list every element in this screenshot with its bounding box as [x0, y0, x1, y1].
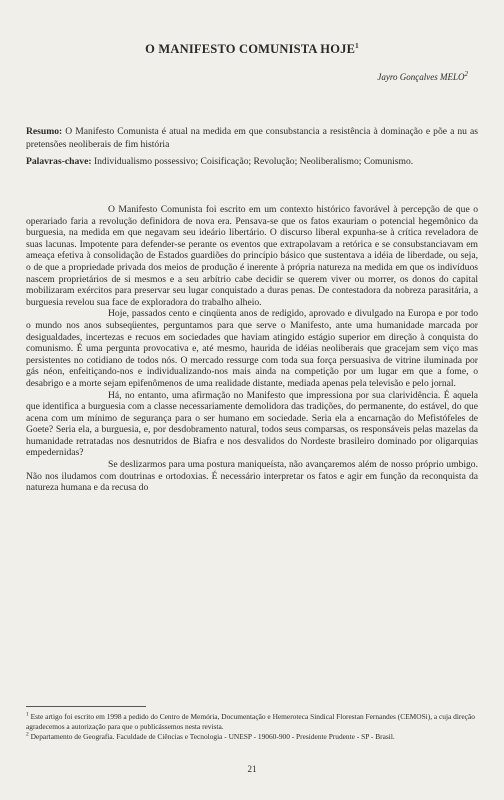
footnote — [26, 732, 478, 742]
body-paragraph: Há, no entanto, uma afirmação no Manifesto que impressiona por sua clarividência. É aquela que identifica a burguesia com a classe necessariamente demolidora das tradições, do permanente, do estável, do que acena com um mínimo de segurança para o ser humano em sociedade. Seria ela a encarnação do Mefistófeles de Goete? Seria ela, a burguesia, e, por desdobramento natural, todos seus comparsas, os responsáveis pelas mazelas da humanidade retratadas nos desnutridos de Biafra e nos desvalidos do Nordeste brasileiro dominado por oligarquias empedernidas? — [26, 389, 478, 459]
body-paragraph: Se deslizarmos para uma postura maniqueísta, não avançaremos além de nosso próprio umbigo. Não nos iludamos com doutrinas e ortodoxias. É necessário interpretar os fatos e agir em função da reconquista da natureza humana e da recusa do — [26, 459, 478, 494]
article-title — [0, 42, 504, 57]
title-text: O MANIFESTO COMUNISTA HOJE — [145, 42, 356, 56]
body-paragraph: O Manifesto Comunista foi escrito em um contexto histórico favorável à percepção de que o operariado faria a revolução definidora de nova era. Pensava-se que os fatos exauriam o potencial hegemônico da burguesia, na medida em que negavam seu ideário libertário. O discurso liberal expunha-se à crítica reveladora de suas lacunas. Impotente para defender-se perante os eventos que extrapolavam a retórica e se consubstanciavam em ameaça efetiva à consolidação de Estados guardiões do princípio básico que sustentava a idéia de liberdade, ou seja, o de que a propriedade privada dos meios de produção é inerente à própria natureza na medida em que os indivíduos nascem proprietários de si mesmos e a seu arbítrio cabe decidir se querem viver ou morrer, os donos do capital mobilizaram exércitos para preservar seu lugar conquistado a duras penas. De contestadora da nobreza parasitária, a burguesia revelou sua face de exploradora do trabalho alheio. — [26, 204, 478, 308]
keywords-label: Palavras-chave: — [26, 156, 92, 167]
resumo-text: O Manifesto Comunista é atual na medida em que consubstancia a resistência à dominação e põe a nu as pretensões neoliberais de fim história — [26, 126, 478, 150]
keywords-text: Individualismo possessivo; Coisificação; Revolução; Neoliberalismo; Comunismo. — [91, 156, 414, 167]
footnote-divider — [26, 706, 146, 707]
footnote-number: 2 — [26, 731, 29, 738]
footnote-text: Este artigo foi escrito em 1998 a pedido do Centro de Memória, Documentação e Hemeroteca Sindical Florestan Fernandes (CEMOSi), a cuja direção agradecemos a autorização para que o publicássemos nesta revista. — [26, 712, 475, 731]
abstract-keywords — [26, 156, 478, 169]
body-paragraph: Hoje, passados cento e cinqüenta anos de redigido, aprovado e divulgado na Europa e por todo o mundo nos anos subseqüentes, perguntamos para que serve o Manifesto, ante uma humanidade marcada por desigualdades, incertezas e recuos em sociedades que haviam atingido estágio superior em direção à conquista do comunismo. É uma pergunta provocativa e, até mesmo, haurida de idéias neoliberais que gracejam sem viço mas persistentes no cotidiano de todos nós. O mercado ressurge com toda sua força persuasiva de vitrine iluminada por gás néon, enfeitiçando-nos e individualizando-nos mais ainda na competição por um lugar em que a fome, o desabrigo e a morte sejam epifenômenos de uma realidade distante, mediada apenas pela televisão e pelo jornal. — [26, 308, 478, 389]
author-line — [377, 72, 468, 82]
footnotes — [26, 712, 478, 743]
author-footnote-marker: 2 — [464, 70, 468, 78]
footnote — [26, 712, 478, 731]
footnote-number: 1 — [26, 711, 29, 718]
footnote-text: Departamento de Geografia. Faculdade de Ciências e Tecnologia - UNESP - 19060-900 - Presidente Prudente - SP - Brasil. — [28, 732, 395, 742]
page-number: 21 — [247, 764, 257, 774]
title-footnote-marker: 1 — [355, 41, 359, 50]
author-name: Jayro Gonçalves MELO — [377, 72, 465, 82]
resumo-label: Resumo: — [26, 126, 63, 137]
abstract-resumo — [26, 126, 478, 151]
article-body — [26, 204, 478, 494]
